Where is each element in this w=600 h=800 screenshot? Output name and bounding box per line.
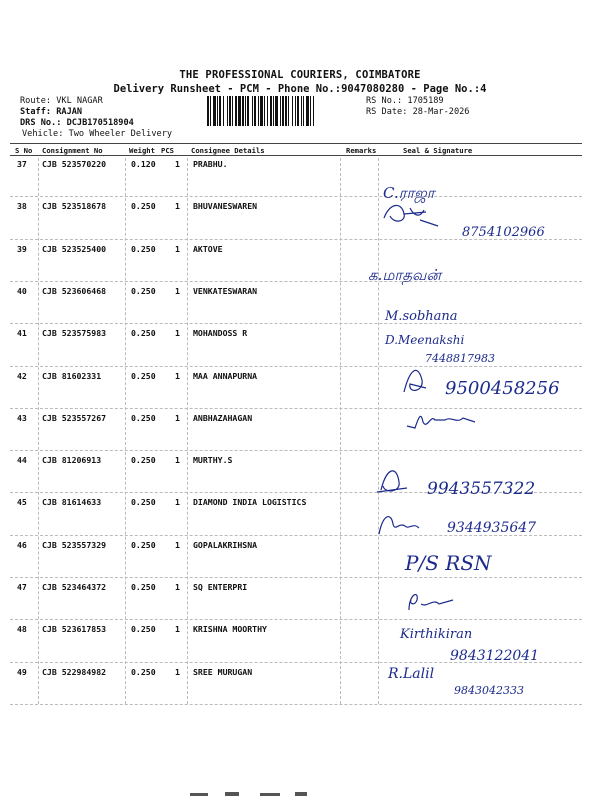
col-consignee: Consignee Details <box>191 146 265 155</box>
company-title: THE PROFESSIONAL COURIERS, COIMBATORE <box>179 69 421 81</box>
col-remarks: Remarks <box>346 146 377 155</box>
cell-sno: 40 <box>17 285 27 296</box>
cell-consignment: CJB 523464372 <box>42 582 107 592</box>
signature-row-39 <box>368 260 528 290</box>
col-consignment: Consignment No <box>42 146 103 155</box>
cell-weight: 0.250 <box>131 666 156 677</box>
drs-number: DRS No.: DCJB170518904 <box>20 118 134 128</box>
signature-row-47 <box>405 588 485 618</box>
signature-text-40: M.sobhana <box>385 309 458 324</box>
cell-pcs: 1 <box>175 582 180 592</box>
col-seal-signature: Seal & Signature <box>403 146 473 155</box>
col-weight: Weight <box>129 146 155 155</box>
cell-weight: 0.250 <box>131 582 156 592</box>
cell-weight: 0.250 <box>131 201 156 212</box>
cell-consignee: VENKATESWARAN <box>193 285 258 296</box>
signature-row-40 <box>385 302 525 330</box>
cell-consignee: ANBHAZAHAGAN <box>193 412 253 423</box>
barcode-image <box>207 96 363 126</box>
signature-text-39: க.மாதவன் <box>368 266 441 284</box>
header-bottom-rule <box>10 155 582 156</box>
signature-row-38 <box>380 200 570 244</box>
cell-weight: 0.250 <box>131 285 156 296</box>
cell-weight: 0.250 <box>131 412 156 423</box>
rs-number: RS No.: 1705189 <box>366 96 444 106</box>
phone-row-41: 7448817983 <box>425 352 495 365</box>
cell-pcs: 1 <box>175 159 180 169</box>
cell-consignment: CJB 522984982 <box>42 666 107 677</box>
cell-pcs: 1 <box>175 285 180 296</box>
cell-consignee: DIAMOND INDIA LOGISTICS <box>193 497 307 508</box>
cell-consignee: AKTOVE <box>193 243 223 254</box>
runsheet-subtitle: Delivery Runsheet - PCM - Phone No.:9047080280 - Page No.:4 <box>113 83 487 95</box>
rs-date: RS Date: 28-Mar-2026 <box>366 107 470 117</box>
cell-weight: 0.250 <box>131 539 156 550</box>
cell-sno: 38 <box>17 201 27 212</box>
cell-consignment: CJB 523518678 <box>42 201 107 212</box>
signature-text-37: C.ராஜா <box>383 184 435 202</box>
cell-pcs: 1 <box>175 370 180 381</box>
col-pcs: PCS <box>161 146 174 155</box>
cell-consignment: CJB 523606468 <box>42 285 107 296</box>
cell-consignment: CJB 523617853 <box>42 624 107 635</box>
cell-sno: 47 <box>17 582 27 592</box>
cell-consignee: BHUVANESWAREN <box>193 201 258 212</box>
cell-pcs: 1 <box>175 455 180 466</box>
cell-consignee: MURTHY.S <box>193 455 233 466</box>
signature-row-49 <box>388 660 588 706</box>
cell-consignee: MAA ANNAPURNA <box>193 370 258 381</box>
cell-weight: 0.250 <box>131 497 156 508</box>
scan-noise-marks <box>180 792 320 798</box>
cell-pcs: 1 <box>175 624 180 635</box>
signature-row-46 <box>405 544 565 582</box>
cell-sno: 37 <box>17 159 27 169</box>
phone-row-44: 9943557322 <box>427 479 536 499</box>
cell-consignment: CJB 81602331 <box>42 370 102 381</box>
signature-text-46: P/S RSN <box>405 551 492 575</box>
cell-weight: 0.250 <box>131 243 156 254</box>
cell-consignment: CJB 523557267 <box>42 412 107 423</box>
cell-sno: 49 <box>17 666 27 677</box>
route-label: Route: VKL NAGAR <box>20 96 103 106</box>
signature-row-45 <box>375 508 575 546</box>
cell-weight: 0.250 <box>131 624 156 635</box>
cell-consignment: CJB 81206913 <box>42 455 102 466</box>
cell-consignment: CJB 523557329 <box>42 539 107 550</box>
col-sno: S No <box>15 146 33 155</box>
cell-sno: 42 <box>17 370 27 381</box>
cell-sno: 41 <box>17 328 27 339</box>
cell-consignment: CJB 523570220 <box>42 159 107 169</box>
cell-weight: 0.250 <box>131 370 156 381</box>
cell-consignee: KRISHNA MOORTHY <box>193 624 267 635</box>
cell-sno: 44 <box>17 455 27 466</box>
cell-pcs: 1 <box>175 666 180 677</box>
cell-sno: 43 <box>17 412 27 423</box>
column-divider <box>125 158 126 704</box>
cell-sno: 48 <box>17 624 27 635</box>
cell-pcs: 1 <box>175 497 180 508</box>
header-top-rule <box>10 143 582 144</box>
column-divider <box>187 158 188 704</box>
cell-consignee: SREE MURUGAN <box>193 666 253 677</box>
cell-consignment: CJB 523575983 <box>42 328 107 339</box>
cell-consignee: MOHANDOSS R <box>193 328 248 339</box>
cell-pcs: 1 <box>175 243 180 254</box>
cell-consignee: SQ ENTERPRI <box>193 582 248 592</box>
cell-pcs: 1 <box>175 539 180 550</box>
column-divider <box>38 158 39 704</box>
phone-row-38: 8754102966 <box>462 225 545 240</box>
signature-text-48: Kirthikiran <box>400 627 473 642</box>
cell-sno: 46 <box>17 539 27 550</box>
column-divider <box>378 158 379 704</box>
cell-pcs: 1 <box>175 328 180 339</box>
cell-consignee: PRABHU. <box>193 159 228 169</box>
cell-sno: 45 <box>17 497 27 508</box>
cell-sno: 39 <box>17 243 27 254</box>
staff-label: Staff: RAJAN <box>20 107 83 117</box>
signature-row-43 <box>405 406 505 440</box>
phone-row-48: 9843122041 <box>450 648 540 664</box>
cell-weight: 0.120 <box>131 159 156 169</box>
phone-row-49: 9843042333 <box>454 684 524 697</box>
cell-weight: 0.250 <box>131 328 156 339</box>
column-divider <box>340 158 341 704</box>
phone-row-42: 9500458256 <box>445 378 560 399</box>
signature-text-41: D.Meenakshi <box>385 333 465 347</box>
cell-weight: 0.250 <box>131 455 156 466</box>
cell-consignment: CJB 523525400 <box>42 243 107 254</box>
cell-consignee: GOPALAKRIHSNA <box>193 539 258 550</box>
phone-row-45: 9344935647 <box>447 520 537 536</box>
cell-pcs: 1 <box>175 412 180 423</box>
cell-pcs: 1 <box>175 201 180 212</box>
cell-consignment: CJB 81614633 <box>42 497 102 508</box>
signature-text-49: R.Lalil <box>388 666 435 682</box>
signature-row-42 <box>400 362 580 408</box>
vehicle-label: Vehicle: Two Wheeler Delivery <box>22 129 173 139</box>
signature-row-44 <box>375 462 575 506</box>
row-separator <box>10 450 582 451</box>
